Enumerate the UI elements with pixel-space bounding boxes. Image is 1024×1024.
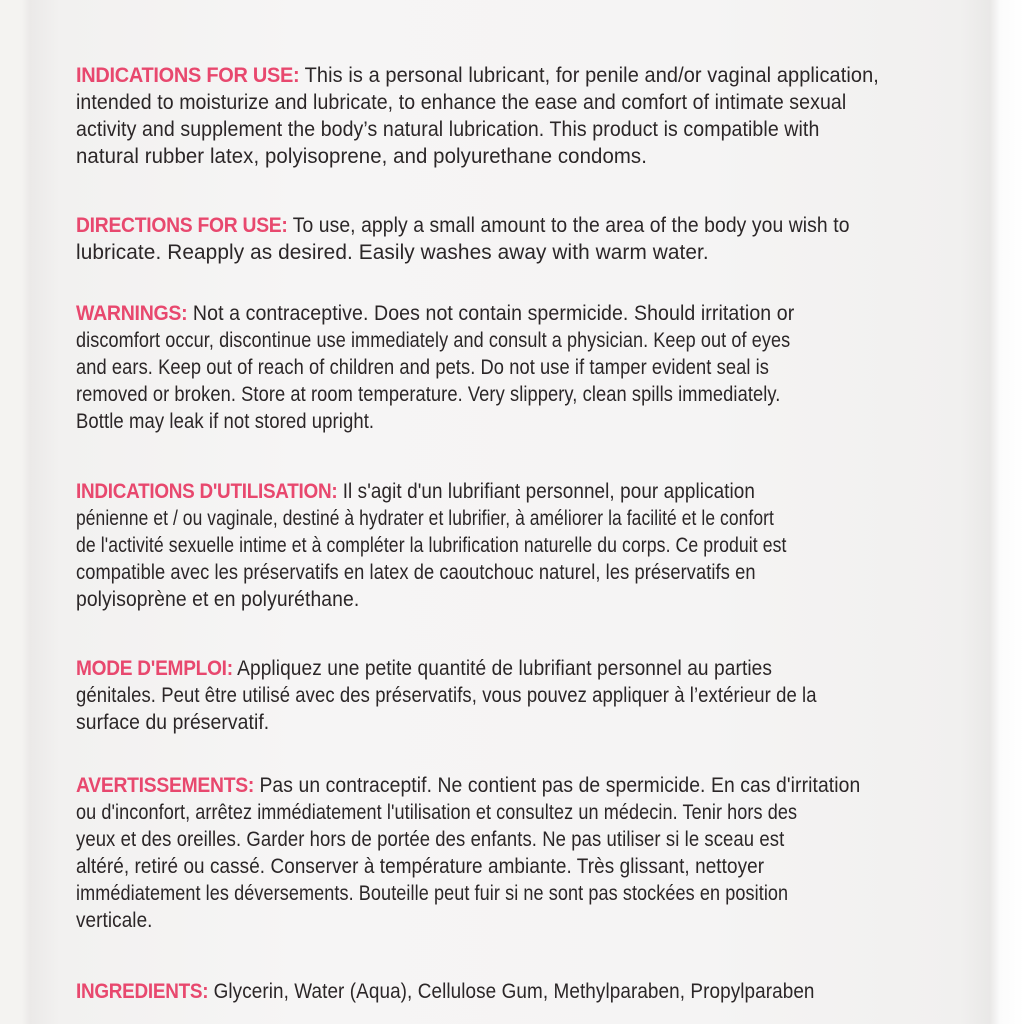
section-text: Il s'agit d'un lubrifiant personnel, pour application [337,480,756,503]
label-line [76,655,922,682]
section-text: Glycerin, Water (Aqua), Cellulose Gum, Methylparaben, Propylparaben [208,980,815,1003]
label-line: Bottle may leak if not stored upright. [76,410,375,433]
section-heading: MODE D'EMPLOI: [76,657,233,680]
section-directions-for-use [76,212,1006,266]
section-warnings [76,300,1006,435]
label-line: compatible avec les préservatifs en latex de caoutchouc naturel, les préservatifs en [76,561,756,584]
section-indications-for-use [76,62,1006,170]
label-line: altéré, retiré ou cassé. Conserver à température ambiante. Très glissant, nettoyer [76,855,765,878]
label-line: yeux et des oreilles. Garder hors de portée des enfants. Ne pas utiliser si le sceau est [76,828,785,851]
section-mode-emploi [76,655,1006,736]
label-line: génitales. Peut être utilisé avec des préservatifs, vous pouvez appliquer à l’extérieur de la [76,684,817,707]
section-heading: DIRECTIONS FOR USE: [76,214,288,237]
label-line: verticale. [76,909,153,932]
label-line: natural rubber latex, polyisoprene, and polyurethane condoms. [76,145,647,168]
label-line: and ears. Keep out of reach of children and pets. Do not use if tamper evident seal is [76,356,770,379]
label-line: pénienne et / ou vaginale, destiné à hydrater et lubrifier, à améliorer la facilité et le confort [76,507,774,530]
label-line: surface du préservatif. [76,711,270,734]
label-line [76,212,932,239]
section-text: This is a personal lubricant, for penile and/or vaginal application, [299,64,879,87]
label-line [76,62,960,89]
label-line: intended to moisturize and lubricate, to enhance the ease and comfort of intimate sexual [76,91,847,114]
section-text: Appliquez une petite quantité de lubrifiant personnel au parties [232,657,773,680]
section-text: To use, apply a small amount to the area of the body you wish to [287,214,850,237]
section-ingredients [76,978,1006,1005]
label-line [76,772,932,799]
label-line [76,478,913,505]
section-heading: AVERTISSEMENTS: [76,774,254,797]
section-heading: INDICATIONS FOR USE: [76,64,300,87]
label-line [76,978,913,1005]
label-line [76,300,941,327]
label-line: removed or broken. Store at room temperature. Very slippery, clean spills immediately. [76,383,781,406]
label-line: de l'activité sexuelle intime et à compléter la lubrification naturelle du corps. Ce produit est [76,534,787,557]
label-line: activity and supplement the body’s natural lubrication. This product is compatible with [76,118,820,141]
section-text: Pas un contraceptif. Ne contient pas de spermicide. En cas d'irritation [253,774,861,797]
section-heading: WARNINGS: [76,302,188,325]
label-line: lubricate. Reapply as desired. Easily washes away with warm water. [76,241,709,264]
label-line: ou d'inconfort, arrêtez immédiatement l'utilisation et consultez un médecin. Tenir hors des [76,801,798,824]
label-line: immédiatement les déversements. Bouteille peut fuir si ne sont pas stockées en position [76,882,789,905]
section-indications-utilisation [76,478,1006,613]
section-heading: INDICATIONS D'UTILISATION: [76,480,338,503]
section-avertissements [76,772,1006,934]
label-line: discomfort occur, discontinue use immediately and consult a physician. Keep out of eyes [76,329,791,352]
section-text: Not a contraceptive. Does not contain spermicide. Should irritation or [187,302,795,325]
section-heading: INGREDIENTS: [76,980,209,1003]
label-line: polyisoprène et en polyuréthane. [76,588,360,611]
